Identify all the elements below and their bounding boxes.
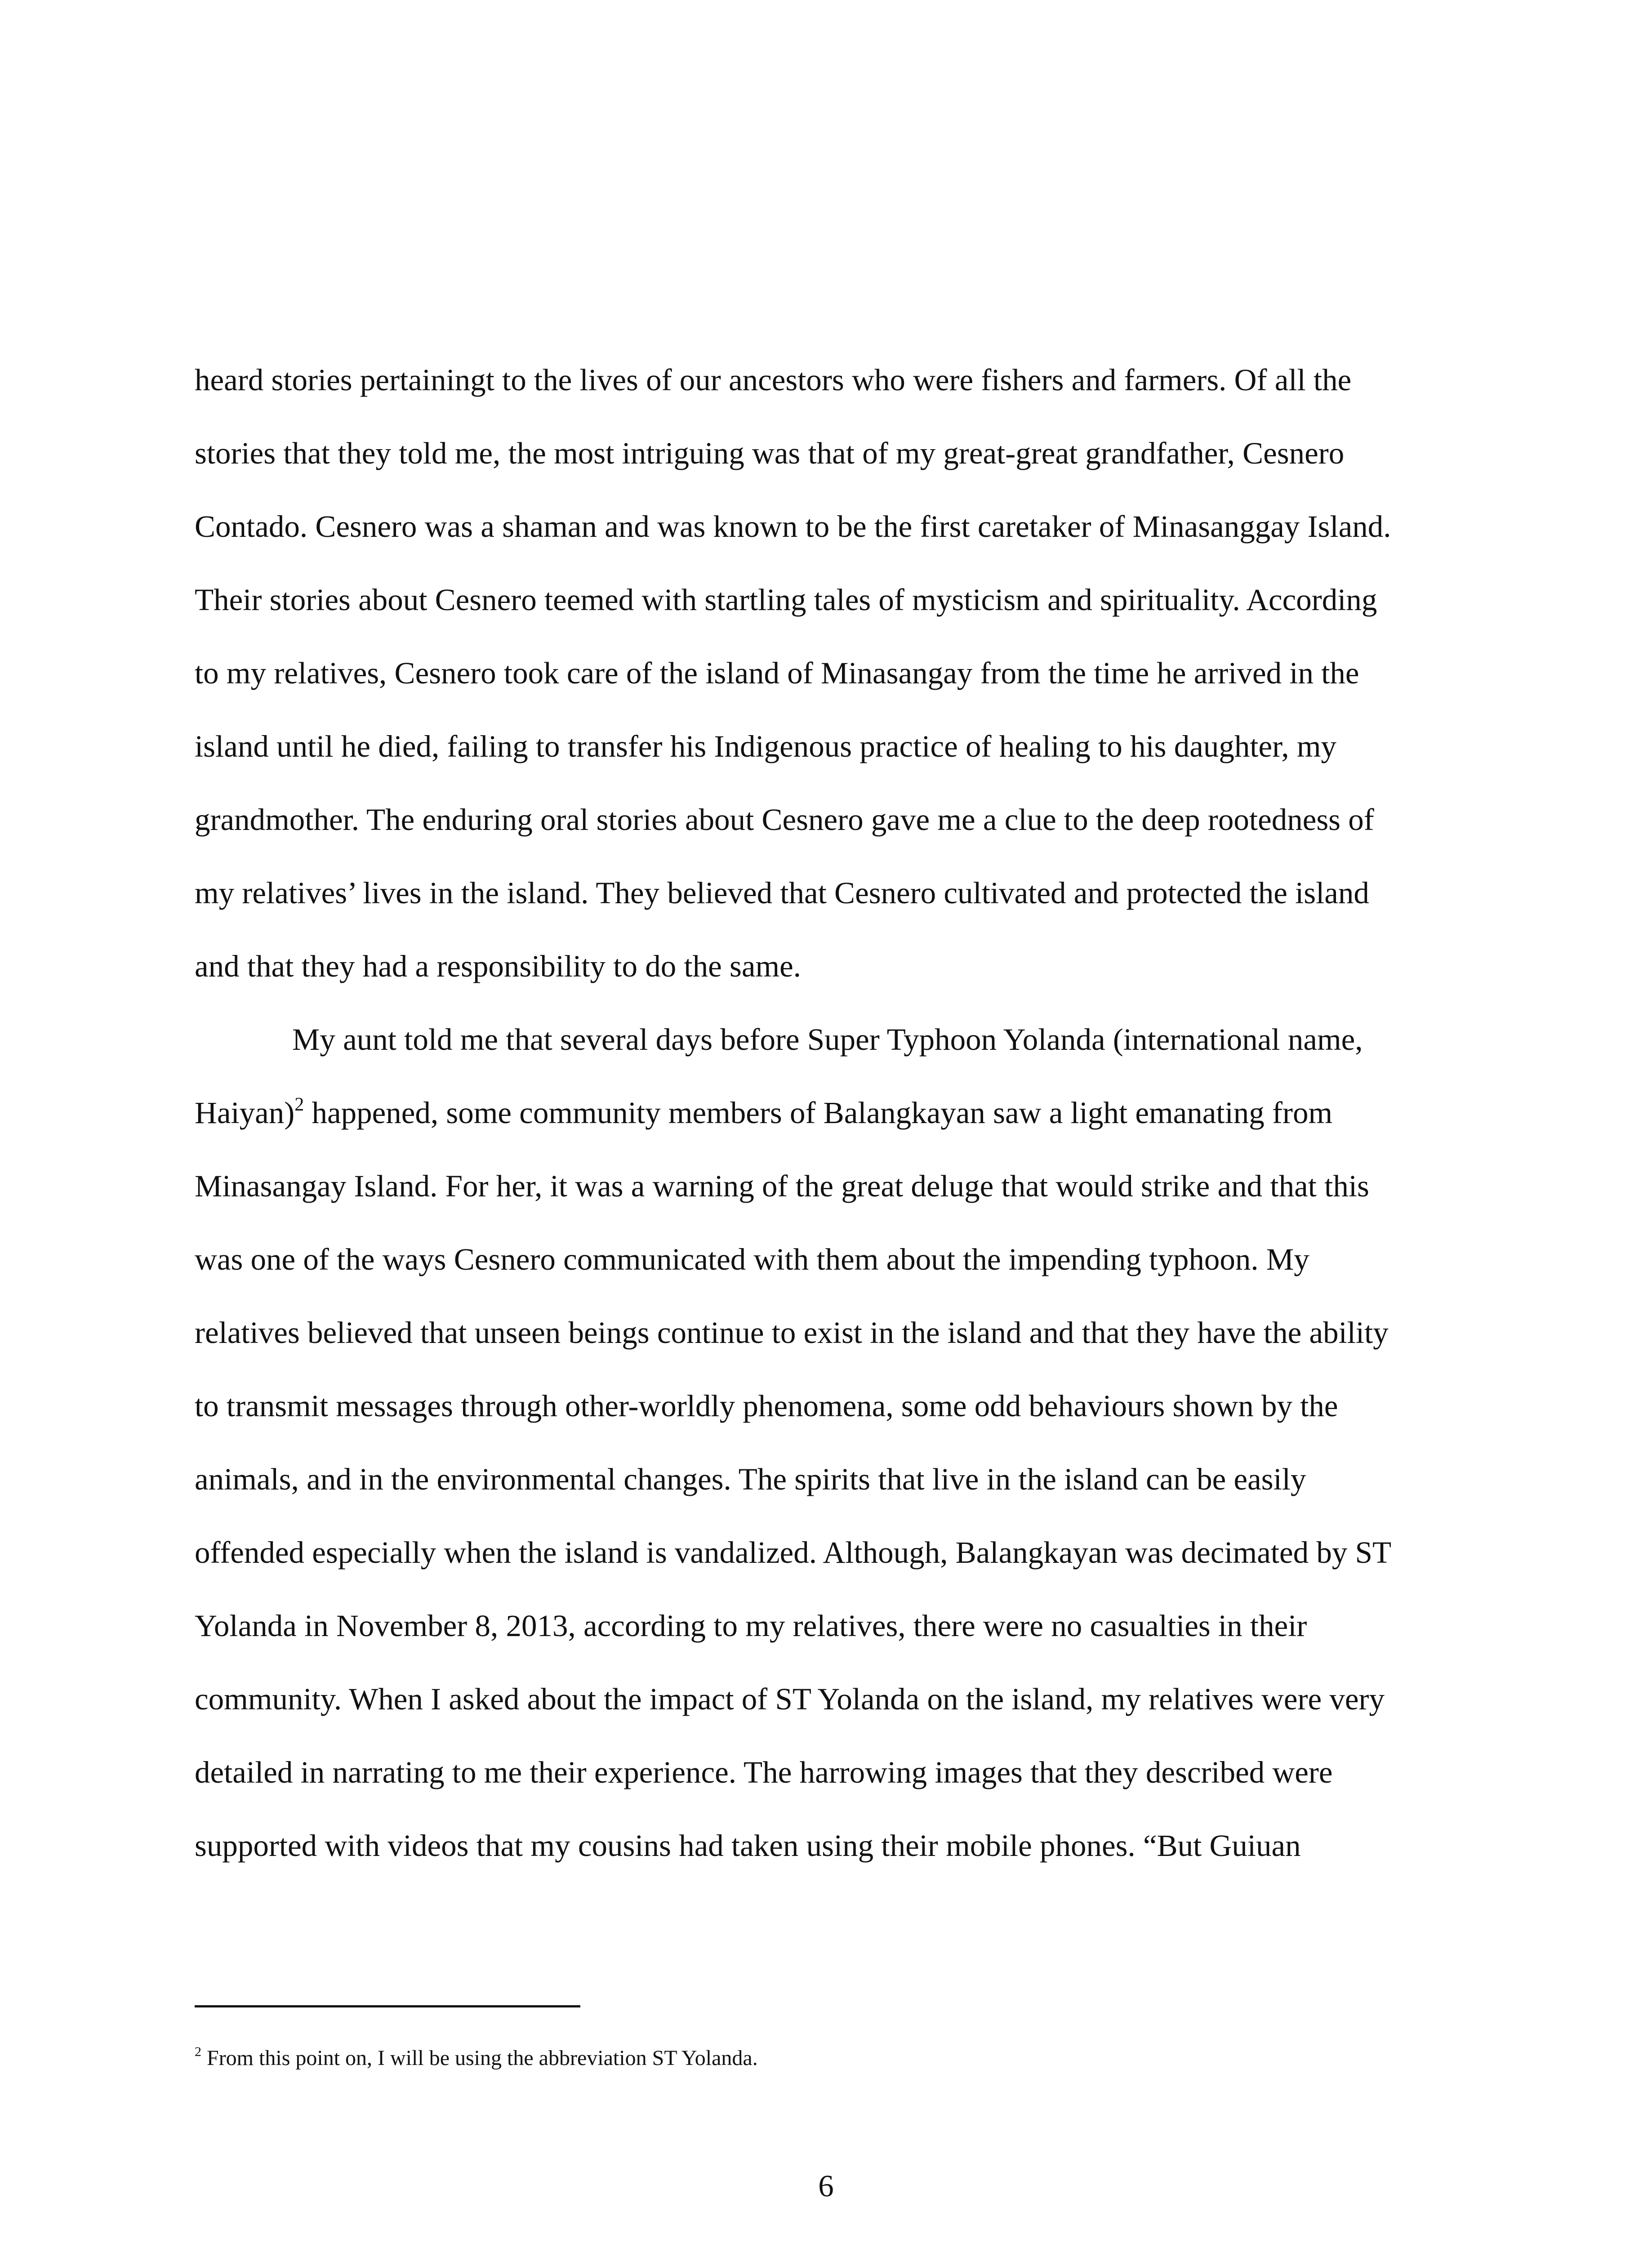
body-line: relatives believed that unseen beings continue to exist in the island and that they have the ability: [195, 1316, 1389, 1350]
body-text-span: happened, some community members of Balangkayan saw a light emanating from: [304, 1096, 1333, 1130]
body-line: grandmother. The enduring oral stories about Cesnero gave me a clue to the deep rootedness of: [195, 803, 1374, 837]
footnote-separator: [195, 2005, 580, 2007]
body-line: Contado. Cesnero was a shaman and was known to be the first caretaker of Minasanggay Island.: [195, 509, 1391, 544]
body-line: detailed in narrating to me their experience. The harrowing images that they described were: [195, 1755, 1333, 1789]
body-line: animals, and in the environmental changes. The spirits that live in the island can be easily: [195, 1462, 1306, 1496]
footnote-reference[interactable]: 2: [294, 1094, 304, 1115]
body-line: Minasangay Island. For her, it was a warning of the great deluge that would strike and that this: [195, 1169, 1369, 1203]
body-line: to my relatives, Cesnero took care of the island of Minasangay from the time he arrived in the: [195, 656, 1359, 690]
body-line: and that they had a responsibility to do the same.: [195, 949, 802, 983]
body-line: heard stories pertainingt to the lives of our ancestors who were fishers and farmers. Of all the: [195, 363, 1352, 397]
footnote-marker: 2: [195, 2044, 201, 2059]
body-line: offended especially when the island is vandalized. Although, Balangkayan was decimated by ST: [195, 1535, 1392, 1570]
body-line: supported with videos that my cousins had taken using their mobile phones. “But Guiuan: [195, 1829, 1301, 1863]
body-line: my relatives’ lives in the island. They believed that Cesnero cultivated and protected the island: [195, 876, 1369, 910]
body-line: was one of the ways Cesnero communicated with them about the impending typhoon. My: [195, 1242, 1309, 1276]
body-line: to transmit messages through other-worldly phenomena, some odd behaviours shown by the: [195, 1389, 1338, 1423]
footnote-text: From this point on, I will be using the abbreviation ST Yolanda.: [201, 2046, 758, 2070]
body-line: Their stories about Cesnero teemed with startling tales of mysticism and spirituality. According: [195, 583, 1377, 617]
body-line: Yolanda in November 8, 2013, according to my relatives, there were no casualties in their: [195, 1609, 1307, 1643]
body-line: community. When I asked about the impact of ST Yolanda on the island, my relatives were very: [195, 1682, 1385, 1716]
body-line: stories that they told me, the most intriguing was that of my great-great grandfather, Cesnero: [195, 436, 1345, 470]
body-text-span: Haiyan): [195, 1096, 295, 1130]
body-line-with-footnote-ref: [195, 1095, 1332, 1131]
paragraph-first-line: My aunt told me that several days before Super Typhoon Yolanda (international name,: [292, 1022, 1363, 1057]
page-number: 6: [818, 2169, 834, 2203]
footnote: [195, 2045, 758, 2072]
body-line: island until he died, failing to transfer his Indigenous practice of healing to his daughter, my: [195, 729, 1337, 763]
